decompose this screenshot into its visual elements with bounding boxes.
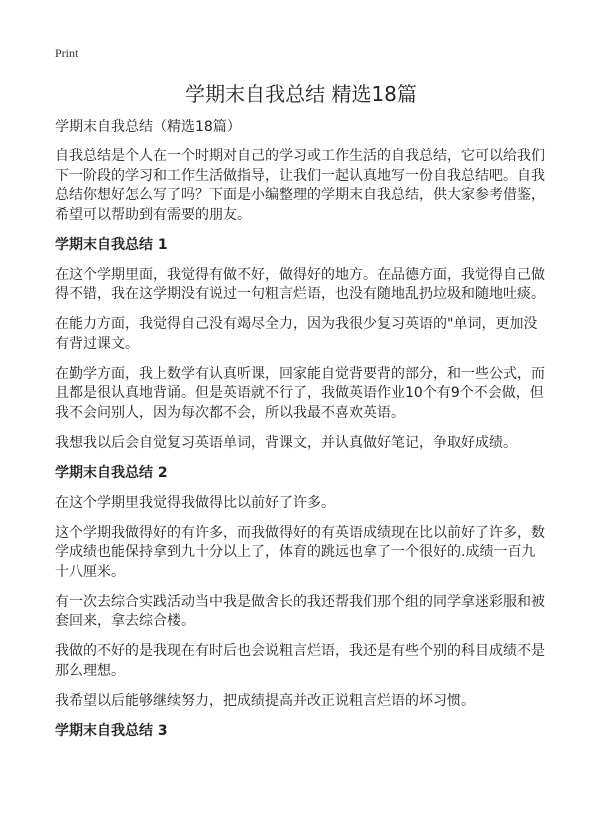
section-paragraph: 我希望以后能够继续努力，把成绩提高并改正说粗言烂语的坏习惯。 bbox=[55, 692, 475, 709]
section-heading: 学期末自我总结 3 bbox=[55, 722, 168, 739]
document-subtitle: 学期末自我总结（精选18篇） bbox=[55, 119, 241, 135]
document-title: 学期末自我总结 精选18篇 bbox=[185, 82, 417, 106]
section-paragraph: 在能力方面，我觉得自己没有竭尽全力，因为我很少复习英语的"单词，更加没有背过课文。 bbox=[55, 316, 538, 352]
intro-paragraph: 自我总结是个人在一个时期对自己的学习或工作生活的自我总结，它可以给我们下一阶段的学习和工作生活做指导，让我们一起认真地写一份自我总结吧。自我总结你想好怎么写了吗？下面是小编整理的学期末自我总结，供大家参考借鉴，希望可以帮助到有需要的朋友。 bbox=[55, 148, 545, 223]
document-body bbox=[55, 80, 547, 752]
section-heading: 学期末自我总结 1 bbox=[55, 236, 168, 253]
print-label: Print bbox=[55, 46, 79, 60]
section-paragraph: 我想我以后会自觉复习英语单词，背课文，并认真做好笔记，争取好成绩。 bbox=[55, 434, 517, 451]
section-paragraph: 在这个学期里面，我觉得有做不好，做得好的地方。在品德方面，我觉得自己做得不错，我在这学期没有说过一句粗言烂语，也没有随地乱扔垃圾和随地吐痰。 bbox=[55, 266, 545, 302]
sections bbox=[55, 236, 547, 742]
section-paragraph: 在勤学方面，我上数学有认真听课，回家能自觉背要背的部分，和一些公式，而且都是很认真地背诵。但是英语就不行了，我做英语作业10个有9个不会做，但我不会问别人，因为每次都不会，所以我最不喜欢英语。 bbox=[55, 365, 545, 421]
section-heading: 学期末自我总结 2 bbox=[55, 464, 168, 481]
section-paragraph: 有一次去综合实践活动当中我是做舍长的我还帮我们那个组的同学拿迷彩服和被套回来，拿去综合楼。 bbox=[55, 593, 545, 629]
section-paragraph: 我做的不好的是我现在有时后也会说粗言烂语，我还是有些个别的科目成绩不是那么理想。 bbox=[55, 643, 545, 679]
section-paragraph: 在这个学期里我觉得我做得比以前好了许多。 bbox=[55, 494, 335, 511]
section-paragraph: 这个学期我做得好的有许多，而我做得好的有英语成绩现在比以前好了许多，数学成绩也能保持拿到九十分以上了，体育的跳远也拿了一个很好的.成绩一百九十八厘米。 bbox=[55, 524, 545, 580]
